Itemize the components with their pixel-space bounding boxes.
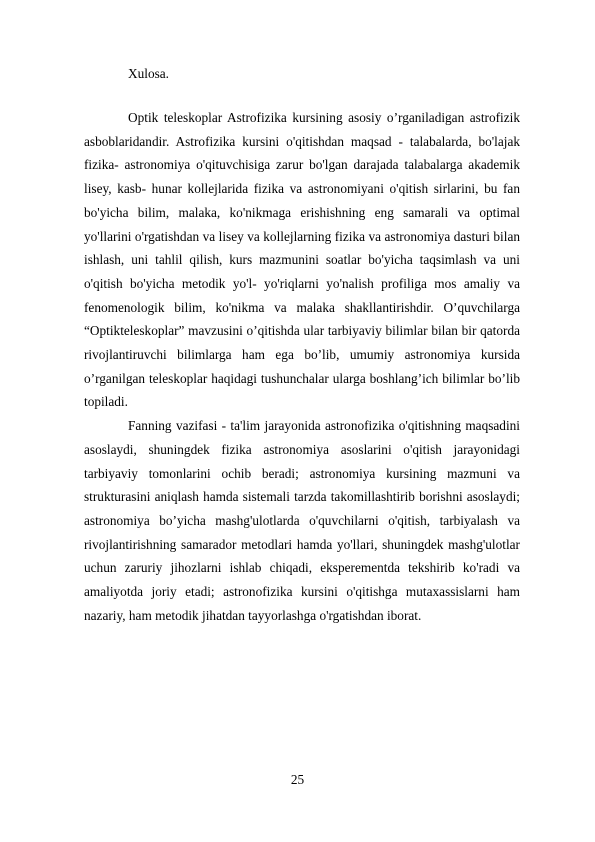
page-number: 25 xyxy=(290,772,305,787)
body-text xyxy=(84,106,520,627)
paragraph-1: Optik teleskoplar Astrofizika kursining asosiy o’rganiladigan astrofizik asboblaridandir. Astrofizika kursini o'qitishdan maqsad - talabalarda, bo'lajak fizika- astronomiya o'qituvchisiga zarur bo'lgan darajada talabalarga akademik lisey, kasb- hunar kollejlarida fizika va astronomiyani o'qitish sirlarini, bu fan bo'yicha bilim, malaka, ko'nikmaga erishishning eng samarali va optimal yo'llarini o'rgatishdan va lisey va kollejlarning fizika va astronomiya dasturi bilan ishlash, uni tahlil qilish, kurs mazmunini soatlar bo'yicha taqsimlash va uni o'qitish bo'yicha metodik yo'l- yo'riqlarni yo'nalish profiliga mos amaliy va fenomenologik bilim, ko'nikma va malaka shakllantirishdir. O’quvchilarga “Optikteleskoplar” mavzusini o’qitishda ular tarbiyaviy bilimlar bilan bir qatorda rivojlantiruvchi bilimlarga ham ega bo’lib, umumiy astronomiya kursida o’rganilgan teleskoplar haqidagi tushunchalar ularga boshlang’ich bilimlar bo’lib topiladi. xyxy=(84,110,520,410)
paragraph-2: Fanning vazifasi - ta'lim jarayonida astronofizika o'qitishning maqsadini asoslaydi, shuningdek fizika astronomiya asoslarini o'qitish jarayonidagi tarbiyaviy tomonlarini ochib beradi; astronomiya kursining mazmuni va strukturasini aniqlash hamda sistemali tarzda takomillashtirib borishni asoslaydi; astronomiya bo’yicha mashg'ulotlarda o'quvchilarni o'qitish, tarbiyalash va rivojlantirishning samarador metodlari hamda yo'llari, shuningdek mashg'ulotlar uchun zaruriy jihozlarni ishlab chiqadi, eksperementda tekshirib ko'radi va amaliyotda joriy etadi; astronofizika kursini o'qitishga mutaxassislarni ham nazariy, ham metodik jihatdan tayyorlashga o'rgatishdan iborat. xyxy=(84,418,520,623)
section-heading: Xulosa. xyxy=(128,66,169,81)
